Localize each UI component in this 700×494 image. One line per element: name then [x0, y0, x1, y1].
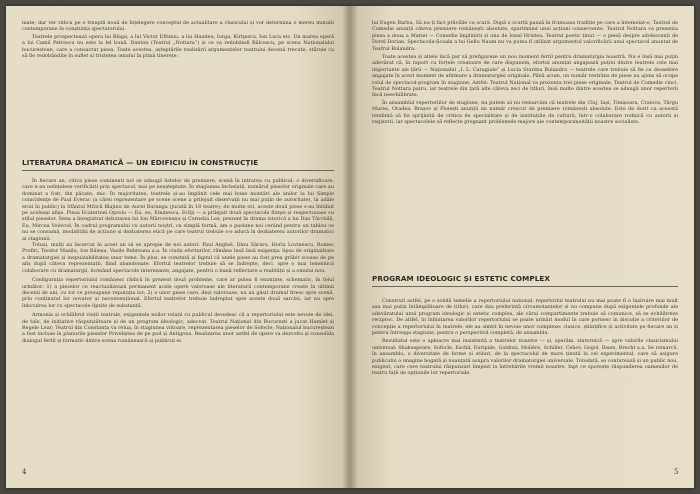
right-section-heading: PROGRAM IDEOLOGIC ȘI ESTETIC COMPLEX	[372, 274, 551, 283]
right-body-paragraph-3: Construit astfel, pe o solidă temelie a repertoriului național, repertoriul teatrului nu mai poate fi o înșiruire mai mult sau mai puțin întâmplătoare de titluri, care dau preferință circumstanțelor și nu compune după exigențele profunde ale adevăratului unui program ideologic și estetic complex, ale cărui compartimente trebuie să comunice, să se echilibreze reciproc. De altfel, în înființarea valorilor repertoriului se poate urmări modul în care pornesc în discuție a criteriilor de concepție a repertoriului în teatrele: ele au simțit în nevoie unor complexe: clasice, științifice și activitate pe fiecare an și pentru întreaga stagiune, pentru o perspectivă completă, de ansamblu.	[372, 298, 678, 337]
right-page	[350, 6, 694, 488]
right-page-number: 5	[674, 468, 679, 476]
book-gutter	[342, 6, 358, 488]
right-body-paragraph-1: Toate acestea și altele încă par să prefigureze un nou moment fertil pentru dramaturgia noastră. Nu e însă mai puțin adevărat că, în raport cu forțele creatoare de care dispunem, efortul anunțat angajează puțini dintre teatrele cele mai importante ale țării — Naționalul „I. L. Caragiale” și Lucia Sturdza Bulandra — teatrele care trebuie să fie cu deosebire angajate în acest moment de afirmare a dramaturgiei originale. Până acum, un număr restrâns de piese au ajuns să ocupe rolul de spectacol-program în stagiune. Astfel: Teatrul Național va prezenta trei piese originale, Teatrul de Comedie cinci, Teatrul Nottara patru, iar teatrele din țară alte câteva zeci de titluri, însă multe dintre acestea se adaugă unor repertorii încă neechilibrate.	[372, 54, 678, 99]
left-section-heading: LITERATURA DRAMATICĂ — UN EDIFICIU ÎN CONSTRUCȚIE	[22, 158, 259, 167]
right-body-paragraph-2: În ansamblul repertoriilor de stagiune, nu putem să nu remarcăm că teatrele din Cluj, Iași, Timișoara, Craiova, Târgu Mureș, Oradea, Brașov și Ploiești anunță un număr crescut de premiere românești absolute. Este de dorit ca această tendință să fie sprijinită de critica de specialitate și de instituțiile de cultură, într-o colaborare rodnică cu autorii și regizorii, iar spectacolele să reflecte pregnant problemele majore ale contemporaneității noastre socialiste.	[372, 99, 678, 126]
left-second-paragraph: Teatrele prospectează opera lui Blaga, a lui Victor Eftimiu, a lui Haudeu, Iorga, Kiriţescu, Ion Luca etc. Da marea operă a lui Camil Petrescu nu este la fel bună. Danton (Teatrul „Nottara”) și ce va redobândi Bălcescu, pe scena Naționalului bucureștean, care a consacrat piesa. Toate acestea, așteptările realizării argumentelor teatrului decenii trecute, stăruie ca să fie redobândite în suflet și tristețea omului în plină tinerețe.	[22, 33, 334, 60]
book-spread	[6, 6, 694, 488]
left-top-text	[22, 20, 334, 59]
left-body-paragraph-1: În fiecare an, citiva piese cominenti noi se adaugă listelor de premiere, scenă în intrarea cu publicul; o diversificare, care n-au neînțelese verificării prin spectacol, mai pe neașteptate. În stagiunea încheiată, numărul pieselor originale care au dominat a fost, din păcate, mic. În majoritatea, teatrele și-au împlinit cele mai bune montări ale anilor la lui Simple coincidenţe de Paul Everac (a cărei reprezentare pe scene scene a prilejuit observații nu mai puțin de autoritate), la adâle eroii în public) la Sfântul Mitică Blajinu de Aurel Baranga (jucată în 18 teatre); de multe ori, aceste două piese s-au întâlnit pe aceleași afișe. Piesa Ecaterinei Oproiu — Eu, eu, Eminescu, Ecliji — a prilejuit două spectacole fiinţei și respectuoase cu stilul pieselor. Sena a înregistrat debutarea lui Ion Mărcoveanu și Cornelia Lex, prezent în drama istorică a lui Dan Tărchilă, Eu, Mircea Voievod. În cadrul programului cu autorii noștri, ca simplă formă, am o pasiune noi cerând pentru un tablou ce nu se consumă, modalități de acțiune și dezbaterea etică pe care teatrul trebuie s-o aducă în dezbaterea autorilor dramatici ai stagiunii.	[22, 178, 334, 242]
left-body-paragraph-4: Armonia și echilibrul vieții teatrale, exigențele noilor relații cu publicul devedesc că a repertoriului este nevoie de idei, de tale, de inițiative răspunzătoare și de un program ideologic, adecvat. Teatrul Național din București a jucat Hamlet și Regele Lear; Teatrul din Constanța va relua, în stagiunea viitoare, reprezentarea pieselor de Sofocle; Naționalul bucureștean a fost incluse în planurile pieselor Priveliștea de pe pod și Antigona. Realizarea unor astfel de opere va dezvolta și consolida dialogul fertil și formativ dintre scena românească și publicul ei.	[22, 312, 334, 344]
left-intro-paragraph: mate; dar ver ridica pe o treaptă nouă de înțelegere conceptul de actualitare a clasicului și vor determina o mereu mutații contemporane în conștiința spectatorului.	[22, 20, 334, 33]
right-body-paragraph-4: Rezultatul este o apleacre mai insistentă a teatrelor noastre — și, sperăm, statornică — spre valorile clasicismului universal: Shakespeare, Sofocle, Eschil, Euripide, Goldoni, Molière, Schiller, Cehov, Gogol, Ibsen, Brecht ș.a. Se remarcă, în ansamblu, o diversitate de forme și stiluri, de la spectacolul de mare ținută la cel experimental, care să asigure publicului o imagine bogată și nuanțată asupra valorilor dramaturgiei universale. Totodată, se conturează și un public nou, exigent, care cere teatrului răspunsuri limpezi la întrebările vremii noastre, fapt ce sporește răspunderea oamenilor de teatru față de opțiunile lor repertoriale.	[372, 338, 678, 377]
left-heading-rule	[22, 170, 334, 171]
right-body	[372, 298, 678, 377]
left-page-number: 4	[22, 468, 27, 476]
left-body-paragraph-2: Totuși, mulți au încercat în acest an să se apropie de noi autori: Paul Anghel, Dinu Săraru, Horia Lovinescu, Romeo Profiri, Teodor Mazilu, Ion Băieșu, Vasile Rebreanu ș.a. În ciuda eforturilor, rămâne însă însă exigența: lipsa de originalitate a dramaturgiei și inepuizabilitatea unor teme. În plus, se constată și faptul că unele piese au fost prea grăbit scoase de pe afiș după câteva reprezentații, fiind abandonate. Efortul teatrelor trebuie să se îndrepte, deci, spre o mai temeinică colaborare cu dramaturgii, formând spectacole interesante, angajate, pentru o bună reflectare a realității și a omului nou.	[22, 242, 334, 274]
right-intro-paragraph: lui Eugen Barbu, Să nu-ți faci prăvălie cu scară. După o scurtă pauză în frumoasa tradiție pe care a întemeiat-o, Teatrul de Comedie anunță câteva premiere românești absolute, spartimind unei acțiuni consecvente. Teatrul Nottara va prezenta piesa a doua a Mariei — Comedie împlinirii și una de Ionel Hristea. Teatrul poetic ținut — o piesă despre adolescenți de Dorel Dorian. Spectacola-Școala a lui Gellu Naum nu va putea fi utilizat argumentul valorificării unui spectacol anuntat de Teatrul Bulandra.	[372, 20, 678, 52]
left-page	[6, 6, 350, 488]
left-body	[22, 178, 334, 344]
right-top-text	[372, 20, 678, 126]
left-body-paragraph-3: Configurația repertoriului românesc rădică în prezent două probleme, care ar putea fi enunțate, schematic, în felul următor: 1) a pieselor ce reactualizează permanent acele opere valoroase ale literaturii contemporane create în ultimii decenii de ani, cu tot ce presupune reputația lor; 2) a unor piese care, deși valoroase, nu au găsit drumul firesc spre scenă, prin conținutul lor novator și neconvențional. Efortul teatrelor trebuie îndreptat spre aceste două sarcini, iar nu spre înlocuirea lor cu spectacole lipsite de substanță.	[22, 277, 334, 309]
right-heading-rule	[372, 286, 678, 287]
